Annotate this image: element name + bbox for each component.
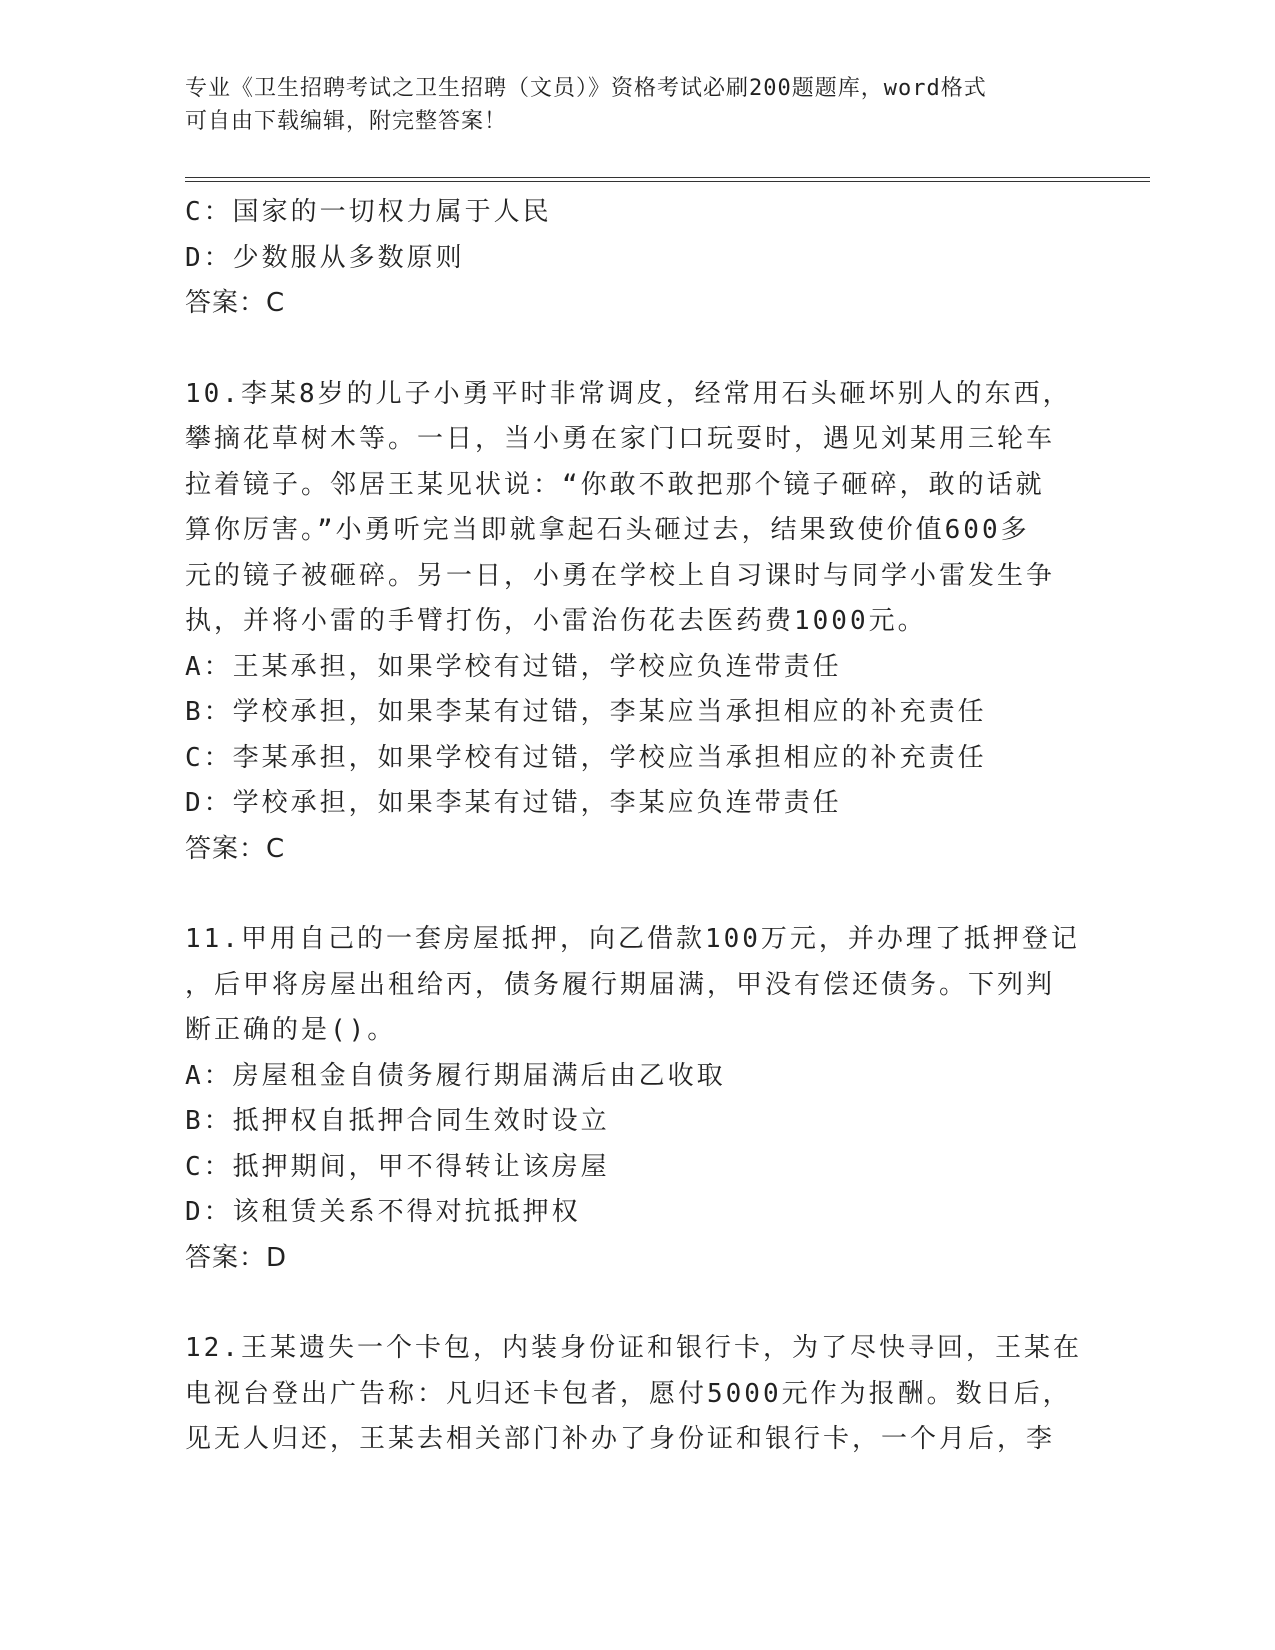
spacer [185, 1281, 1085, 1326]
question-12 [185, 1326, 1085, 1463]
option-b: B：学校承担，如果李某有过错，李某应当承担相应的补充责任 [185, 697, 987, 727]
question-stem-line: 攀摘花草树木等。一日，当小勇在家门口玩耍时，遇见刘某用三轮车 [185, 424, 1056, 454]
option-c: C：李某承担，如果学校有过错，学校应当承担相应的补充责任 [185, 742, 987, 773]
question-stem-line: 12.王某遗失一个卡包，内装身份证和银行卡，为了尽快寻回，王某在 [185, 1333, 1082, 1363]
option-a: A：王某承担，如果学校有过错，学校应负连带责任 [185, 651, 842, 682]
option-c: C：抵押期间，甲不得转让该房屋 [185, 1151, 610, 1182]
option-d: D：少数服从多数原则 [185, 242, 465, 273]
question-stem-line: 算你厉害。”小勇听完当即就拿起石头砸过去，结果致使价值600多 [185, 515, 1030, 545]
question-stem-line: 11.甲用自己的一套房屋抵押，向乙借款100万元，并办理了抵押登记 [185, 924, 1080, 954]
answer: 答案：D [185, 1242, 288, 1273]
spacer [185, 327, 1085, 372]
option-a: A：房屋租金自债务履行期届满后由乙收取 [185, 1060, 726, 1091]
prev-question-block [185, 190, 1085, 327]
question-stem-line: ，后甲将房屋出租给丙，债务履行期届满，甲没有偿还债务。下列判 [185, 969, 1056, 1000]
question-11 [185, 917, 1085, 1281]
option-b: B：抵押权自抵押合同生效时设立 [185, 1106, 610, 1136]
question-stem-line: 执，并将小雷的手臂打伤，小雷治伤花去医药费1000元。 [185, 606, 927, 636]
spacer [185, 872, 1085, 917]
question-stem-line: 元的镜子被砸碎。另一日，小勇在学校上自习课时与同学小雷发生争 [185, 560, 1056, 591]
question-stem-line: 见无人归还，王某去相关部门补办了身份证和银行卡，一个月后，李 [185, 1424, 1056, 1454]
question-content [185, 190, 1085, 1463]
header-line-2: 可自由下载编辑，附完整答案！ [185, 109, 508, 134]
answer: 答案：C [185, 833, 286, 864]
option-d: D：该租赁关系不得对抗抵押权 [185, 1197, 581, 1227]
question-stem-line: 拉着镜子。邻居王某见状说：“你敢不敢把那个镜子砸碎，敢的话就 [185, 469, 1045, 500]
option-d: D：学校承担，如果李某有过错，李某应负连带责任 [185, 788, 842, 818]
header-divider [185, 177, 1150, 182]
question-stem-line: 电视台登出广告称：凡归还卡包者，愿付5000元作为报酬。数日后， [185, 1378, 1072, 1409]
answer: 答案：C [185, 288, 286, 318]
question-stem-line: 断正确的是()。 [185, 1015, 397, 1045]
option-c: C：国家的一切权力属于人民 [185, 197, 552, 227]
question-stem-line: 10.李某8岁的儿子小勇平时非常调皮，经常用石头砸坏别人的东西， [185, 378, 1072, 409]
question-10 [185, 372, 1085, 873]
header-line-1: 专业《卫生招聘考试之卫生招聘（文员）》资格考试必刷200题题库，word格式 [185, 76, 987, 101]
document-header [185, 72, 1065, 138]
